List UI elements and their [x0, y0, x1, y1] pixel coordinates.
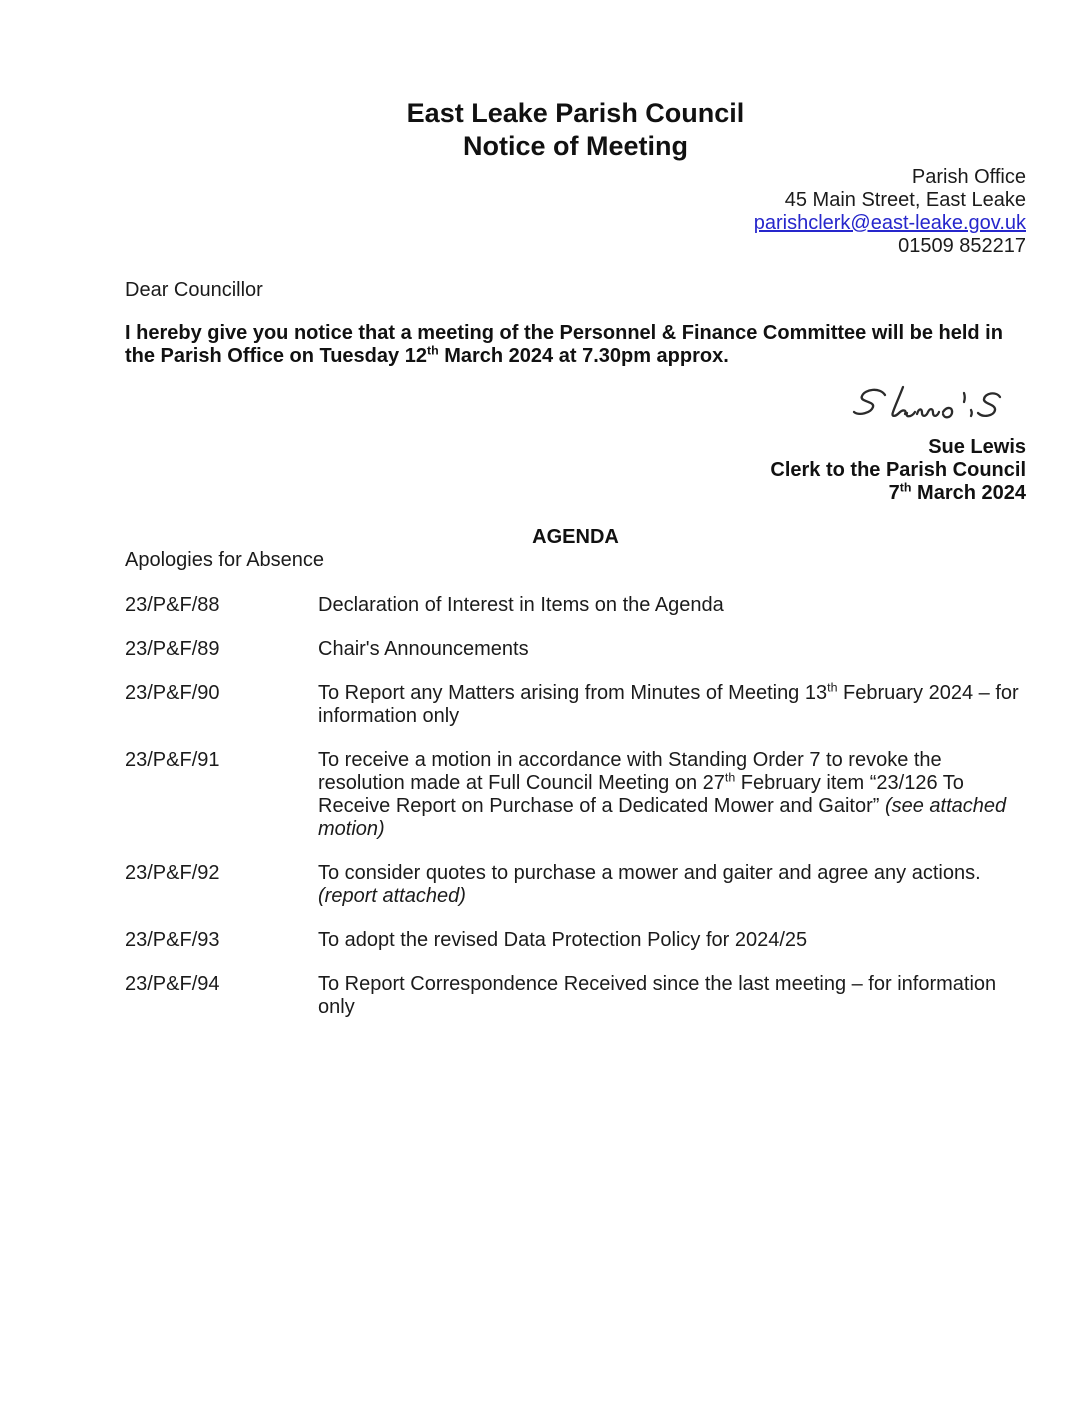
agenda-item-description: To receive a motion in accordance with Standing Order 7 to revoke the resolution made at Full Council Meeting on 27th February item “23/126 To Receive Report on Purchase of a Dedicated Mower and Gaitor” (see attached motion) — [318, 749, 1007, 840]
agenda-item-row — [125, 862, 1026, 908]
contact-office: Parish Office — [911, 166, 1026, 188]
email-link[interactable]: parishclerk@east-leake.gov.uk — [753, 212, 1026, 234]
agenda-item-description: To consider quotes to purchase a mower and gaiter and agree any actions. (report attached) — [318, 862, 981, 907]
salutation: Dear Councillor — [125, 279, 263, 301]
agenda-item-description: To Report any Matters arising from Minutes of Meeting 13th February 2024 – for information only — [318, 680, 1019, 727]
agenda-item-ref: 23/P&F/89 — [125, 638, 220, 660]
agenda-item-row — [125, 929, 1026, 952]
agenda-heading: AGENDA — [532, 526, 619, 548]
agenda-item-row — [125, 973, 1026, 1019]
handwritten-signature-image — [847, 382, 1022, 430]
agenda-item-description: To Report Correspondence Received since the last meeting – for information only — [318, 973, 997, 1018]
signoff-name: Sue Lewis — [928, 436, 1026, 458]
agenda-item-description: Declaration of Interest in Items on the Agenda — [318, 594, 724, 616]
agenda-item-description: To adopt the revised Data Protection Policy for 2024/25 — [318, 929, 808, 951]
contact-email-line — [125, 212, 1026, 235]
agenda-item-ref: 23/P&F/90 — [125, 682, 220, 704]
signoff-block — [125, 436, 1026, 505]
signoff-date: 7th March 2024 — [888, 480, 1026, 504]
agenda-item-ref: 23/P&F/91 — [125, 749, 220, 771]
contact-street: 45 Main Street, East Leake — [784, 189, 1026, 211]
agenda-preamble: Apologies for Absence — [125, 549, 325, 571]
document-title — [125, 97, 1026, 163]
title-line-organisation: East Leake Parish Council — [406, 98, 745, 128]
meeting-notice-paragraph: I hereby give you notice that a meeting of the Personnel & Finance Committee will be held in the Parish Office on Tuesday 12th March 2024 at 7.30pm approx. — [125, 322, 1003, 367]
agenda-item-ref: 23/P&F/92 — [125, 862, 220, 884]
agenda-item-row — [125, 638, 1026, 661]
agenda-item-ref: 23/P&F/88 — [125, 594, 220, 616]
signature-area — [125, 382, 1026, 430]
contact-block — [125, 166, 1026, 258]
agenda-item-ref: 23/P&F/93 — [125, 929, 220, 951]
signoff-role: Clerk to the Parish Council — [770, 459, 1026, 481]
agenda-item-ref: 23/P&F/94 — [125, 973, 220, 995]
agenda-list — [125, 594, 1026, 1019]
agenda-item-description: Chair's Announcements — [318, 638, 529, 660]
document-content — [125, 0, 1026, 1040]
agenda-item-row — [125, 749, 1026, 841]
title-line-notice: Notice of Meeting — [462, 131, 688, 161]
agenda-item-row — [125, 594, 1026, 617]
contact-phone: 01509 852217 — [898, 235, 1026, 257]
agenda-item-row — [125, 682, 1026, 728]
